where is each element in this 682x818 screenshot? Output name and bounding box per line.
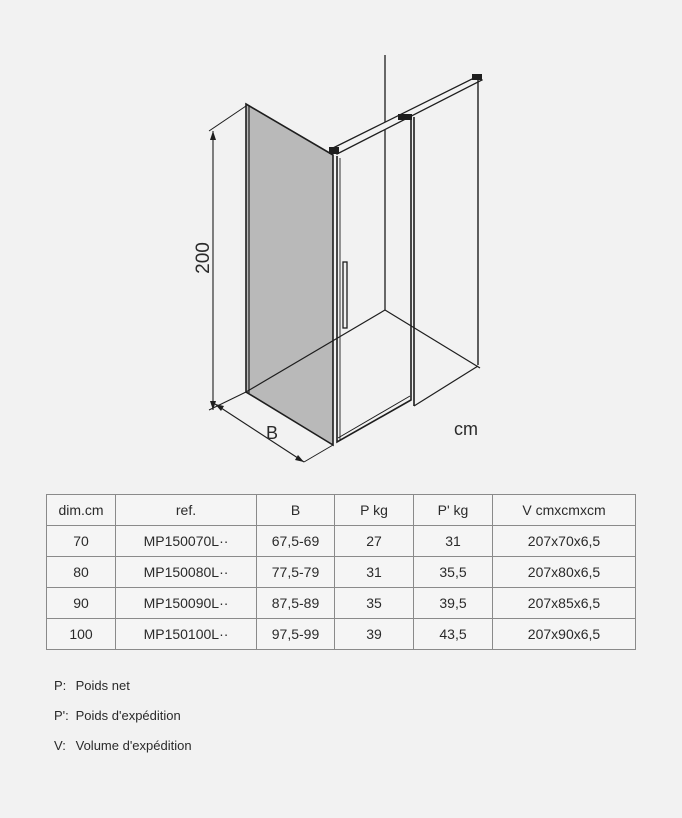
cell-volume: 207x90x6,5	[493, 619, 636, 650]
legend-key: V:	[54, 738, 66, 753]
cell-volume: 207x85x6,5	[493, 588, 636, 619]
legend-key: P:	[54, 678, 67, 693]
legend-text: Volume d'expédition	[75, 738, 192, 753]
legend-item-net-weight	[54, 678, 130, 693]
table-header-row	[47, 495, 636, 526]
fixed-glass-panel	[246, 104, 333, 445]
cell-p-prime-kg: 31	[414, 526, 493, 557]
cell-ref: MP150100L··	[116, 619, 257, 650]
legend-text: Poids d'expédition	[75, 708, 181, 723]
header-dim: dim.cm	[47, 495, 116, 526]
table-row	[47, 619, 636, 650]
rail-bracket-mid	[398, 114, 412, 120]
cell-b: 67,5-69	[257, 526, 335, 557]
sliding-door-frame	[337, 118, 411, 442]
header-ref: ref.	[116, 495, 257, 526]
cell-dim: 90	[47, 588, 116, 619]
cell-volume: 207x70x6,5	[493, 526, 636, 557]
legend-key: P':	[54, 708, 69, 723]
cell-ref: MP150080L··	[116, 557, 257, 588]
height-dimension-label: 200	[193, 242, 214, 274]
cell-b: 97,5-99	[257, 619, 335, 650]
legend-item-shipping-volume	[54, 738, 192, 753]
cell-p-kg: 35	[335, 588, 414, 619]
floor-line-right	[385, 310, 480, 368]
front-fixed-panel-bottom	[414, 366, 478, 406]
rail-bracket-right	[472, 74, 482, 80]
legend-text: Poids net	[75, 678, 130, 693]
cell-b: 87,5-89	[257, 588, 335, 619]
cell-dim: 80	[47, 557, 116, 588]
cell-ref: MP150070L··	[116, 526, 257, 557]
cell-p-prime-kg: 39,5	[414, 588, 493, 619]
unit-label: cm	[454, 419, 478, 439]
cell-b: 77,5-79	[257, 557, 335, 588]
cell-dim: 100	[47, 619, 116, 650]
table-row	[47, 526, 636, 557]
header-p-prime-kg: P' kg	[414, 495, 493, 526]
height-dim-top-ext	[209, 106, 246, 131]
cell-dim: 70	[47, 526, 116, 557]
width-dim-ext-right	[304, 445, 333, 462]
cell-volume: 207x80x6,5	[493, 557, 636, 588]
cell-p-kg: 31	[335, 557, 414, 588]
header-p-kg: P kg	[335, 495, 414, 526]
door-handle	[343, 262, 347, 328]
cell-p-prime-kg: 35,5	[414, 557, 493, 588]
table-row	[47, 588, 636, 619]
cell-ref: MP150090L··	[116, 588, 257, 619]
width-dim-arrow-left	[215, 404, 224, 411]
cell-p-kg: 27	[335, 526, 414, 557]
cell-p-kg: 39	[335, 619, 414, 650]
rail-bracket-left	[329, 147, 339, 154]
door-bottom-edge	[338, 396, 410, 438]
height-dim-arrow-top	[210, 131, 216, 140]
legend-item-shipping-weight	[54, 708, 181, 723]
header-b: B	[257, 495, 335, 526]
width-dim-arrow-right	[295, 455, 304, 462]
table-row	[47, 557, 636, 588]
cell-p-prime-kg: 43,5	[414, 619, 493, 650]
width-dimension-label: B	[265, 423, 279, 443]
spec-table	[46, 494, 636, 650]
header-volume: V cmxcmxcm	[493, 495, 636, 526]
